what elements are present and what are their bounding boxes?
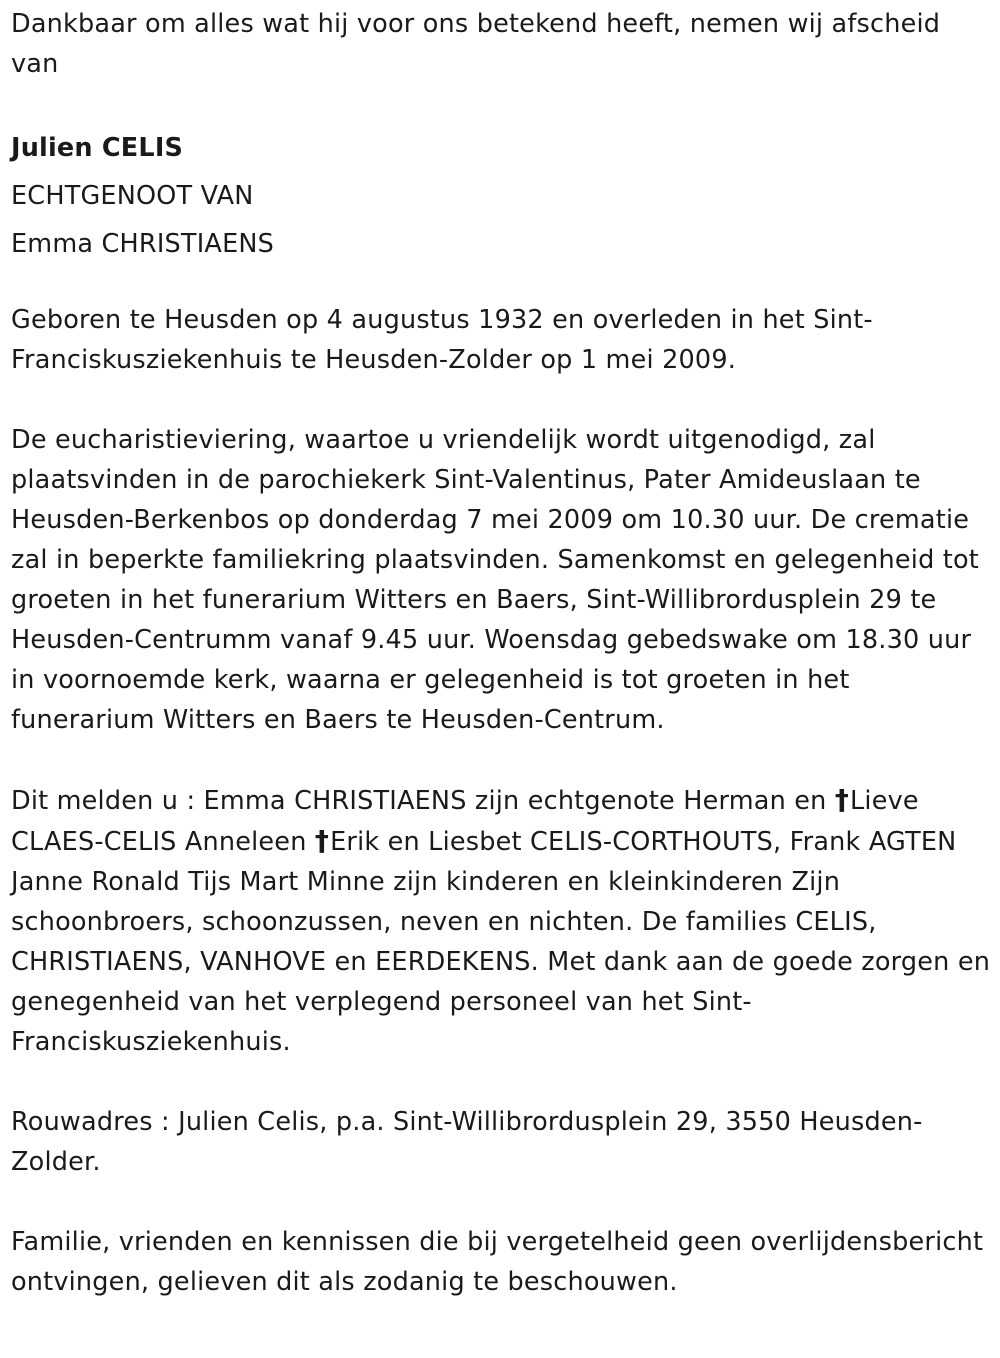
closing-text: Familie, vrienden en kennissen die bij vergetelheid geen overlijdensbericht ontvingen, gelieven dit als zodanig te beschouwen. [11, 1227, 984, 1297]
obituary-notice [11, 0, 991, 1302]
cross-icon: † [314, 824, 330, 857]
address-text: Rouwadres : Julien Celis, p.a. Sint-Willibrordusplein 29, 3550 Heusden-Zolder. [11, 1107, 923, 1177]
spouse-name: Emma CHRISTIAENS [11, 229, 275, 259]
name-block [11, 124, 991, 268]
ceremony-text: De eucharistieviering, waartoe u vriendelijk wordt uitgenodigd, zal plaatsvinden in de parochiekerk Sint-Valentinus, Pater Amideuslaan te Heusden-Berkenbos op donderdag 7 mei 2009 om 10.30 uur. De crematie zal in beperkte familiekring plaatsvinden. Samenkomst en gelegenheid tot groeten in het funerarium Witters en Baers, Sint-Willibrordusplein 29 te Heusden-Centrumm vanaf 9.45 uur. Woensdag gebedswake om 18.30 uur in voornoemde kerk, waarna er gelegenheid is tot groeten in het funerarium Witters en Baers te Heusden-Centrum. [11, 425, 979, 735]
family-text-part2: Lieve CLAES-CELIS Anneleen [11, 786, 919, 857]
relation-label: ECHTGENOOT VAN [11, 181, 254, 211]
family-text-part3: Erik en Liesbet CELIS-CORTHOUTS, Frank AGTEN Janne Ronald Tijs Mart Minne zijn kinderen en kleinkinderen Zijn schoonbroers, schoonzussen, neven en nichten. De families CELIS, CHRISTIAENS, VANHOVE en EERDEKENS. Met dank aan de goede zorgen en genegenheid van het verplegend personeel van het Sint-Franciskusziekenhuis. [11, 827, 991, 1057]
deceased-name: Julien CELIS [11, 133, 184, 163]
family-text [11, 780, 991, 1062]
birth-death-text: Geboren te Heusden op 4 augustus 1932 en overleden in het Sint-Franciskusziekenhuis te Heusden-Zolder op 1 mei 2009. [11, 305, 873, 375]
cross-icon: † [834, 783, 850, 816]
family-text-part1: Dit melden u : Emma CHRISTIAENS zijn echtgenote Herman en [11, 786, 835, 816]
intro-text: Dankbaar om alles wat hij voor ons betekend heeft, nemen wij afscheid van [11, 9, 941, 79]
